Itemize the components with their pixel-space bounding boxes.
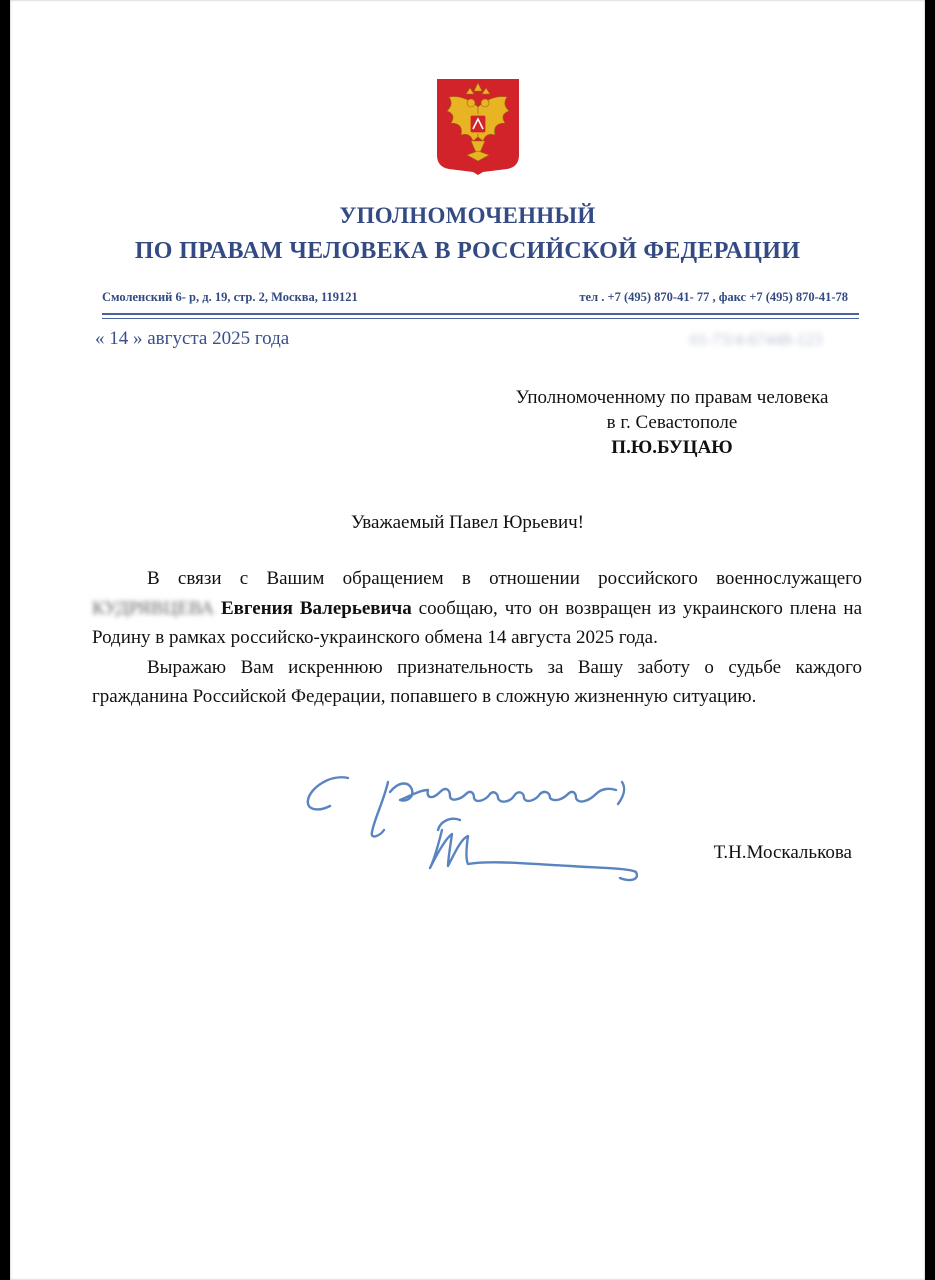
letterhead-title-line1: УПОЛНОМОЧЕННЫЙ bbox=[339, 203, 596, 228]
letter-date: « 14 » августа 2025 года bbox=[95, 328, 290, 349]
addressee-line1: Уполномоченному по правам человека bbox=[515, 387, 829, 408]
letter-body bbox=[92, 564, 862, 712]
addressee-block bbox=[480, 385, 864, 460]
body-paragraph-1: В связи с Вашим обращением в отношении российского военнослужащего КУДРЯВЦЕВА Евгения Валерьевича сообщаю, что он возвращен из украинского плена на Родину в рамках российско-украинского обмена 14 августа 2025 года. bbox=[92, 568, 863, 648]
registration-number: 01-73/4-67448-123 bbox=[690, 330, 823, 349]
addressee-line2: в г. Севастополе bbox=[606, 412, 738, 433]
letterhead-address: Смоленский 6- р, д. 19, стр. 2, Москва, 119121 bbox=[102, 290, 358, 304]
letterhead-title-line2: ПО ПРАВАМ ЧЕЛОВЕКА В РОССИЙСКОЙ ФЕДЕРАЦИИ bbox=[134, 238, 801, 264]
serviceman-name: Евгения Валерьевича bbox=[220, 597, 412, 619]
body-paragraph-2: Выражаю Вам искреннюю признательность за Вашу заботу о судьбе каждого гражданина Российской Федерации, попавшего в сложную жизненную ситуацию. bbox=[92, 656, 862, 707]
russian-coat-of-arms-icon bbox=[435, 77, 521, 175]
redacted-surname: КУДРЯВЦЕВА bbox=[92, 597, 215, 619]
addressee-name: П.Ю.БУЦАЮ bbox=[611, 437, 733, 458]
letterhead-rule bbox=[102, 313, 859, 315]
letterhead-contacts: тел . +7 (495) 870-41- 77 , факс +7 (495) 870-41-78 bbox=[579, 290, 848, 304]
greeting: Уважаемый Павел Юрьевич! bbox=[351, 512, 584, 533]
letterhead-rule-thin bbox=[102, 318, 859, 319]
signer-name: Т.Н.Москалькова bbox=[713, 842, 852, 863]
handwritten-signature bbox=[300, 760, 645, 900]
letter-page bbox=[10, 0, 925, 1280]
